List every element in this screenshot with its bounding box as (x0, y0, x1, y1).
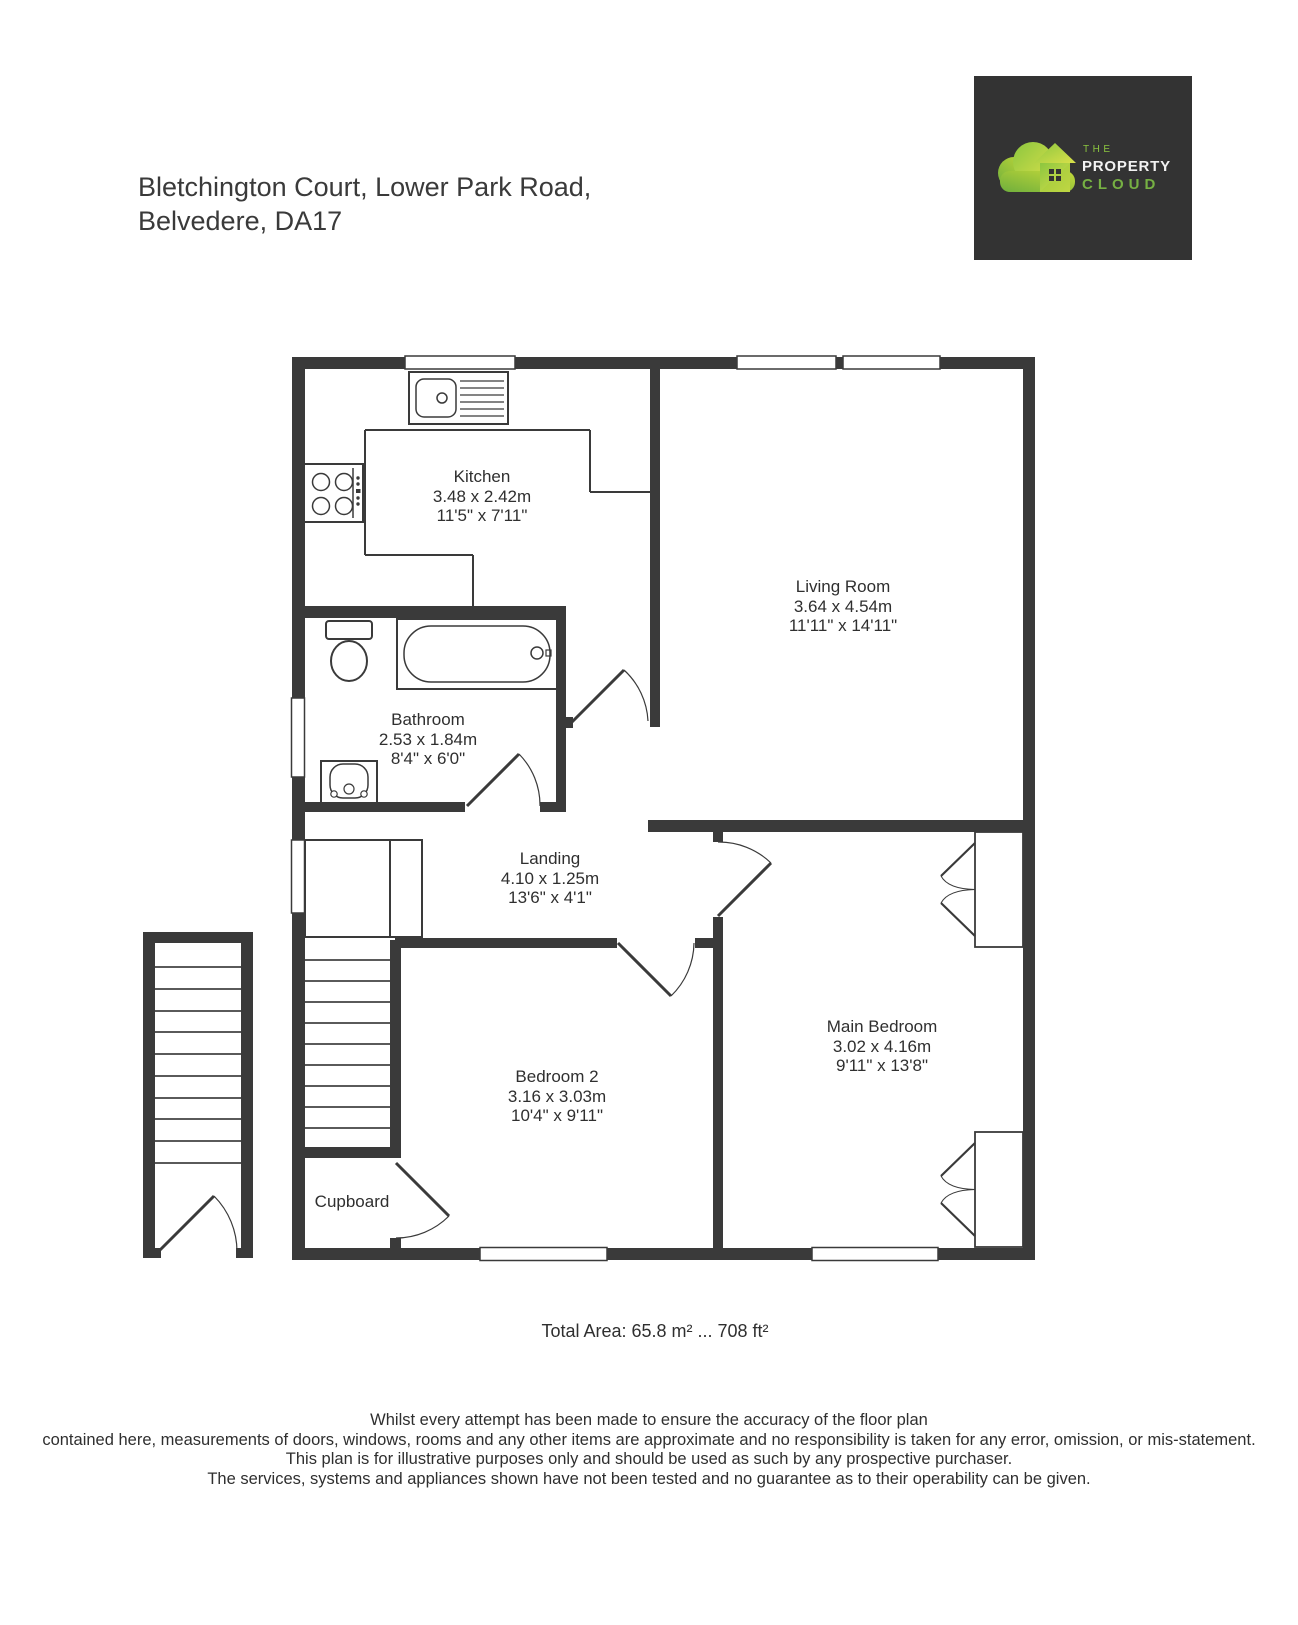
label-kitchen (433, 467, 531, 526)
room-imperial: 11'11" x 14'11" (788, 616, 898, 635)
wardrobe-1 (941, 832, 1023, 947)
room-metric: 2.53 x 1.84m (378, 729, 478, 749)
room-metric: 4.10 x 1.25m (500, 868, 600, 888)
label-cupboard (315, 1192, 390, 1212)
wall-bathroom-top (305, 606, 566, 618)
disclaimer-line: Whilst every attempt has been made to ensure the accuracy of the floor plan (370, 1411, 928, 1429)
entrance-door (158, 1196, 237, 1252)
stairs-external (143, 932, 253, 1258)
stair-treads (305, 960, 390, 1128)
window-bathroom (292, 698, 305, 777)
wall-bedroom2-mainbedroom (713, 917, 723, 1248)
room-imperial: 11'5" x 7'11" (436, 506, 528, 525)
room-imperial: 10'4" x 9'11" (511, 1106, 603, 1125)
wall-stub-mainbedroom (713, 832, 723, 842)
stairs-internal (305, 840, 422, 1128)
wall-bedroom2-top (395, 938, 617, 948)
window-mainbedroom (812, 1248, 938, 1261)
label-main-bedroom (827, 1017, 938, 1076)
logo-word-the: THE (1083, 144, 1114, 155)
disclaimer-line: This plan is for illustrative purposes only and should be used as such by any prospective purchaser. (285, 1450, 1013, 1468)
wall-living-mainbedroom (648, 820, 1025, 832)
window-living-1 (737, 356, 836, 369)
basin (321, 761, 377, 803)
wall-door-jamb (564, 717, 573, 728)
label-bedroom2 (508, 1067, 606, 1126)
disclaimer-line: contained here, measurements of doors, windows, rooms and any other items are approximate and no responsibility is taken for any error, omission, or mis-statement. (42, 1430, 1256, 1449)
wardrobe-2 (941, 1132, 1023, 1247)
window-bedroom2 (480, 1248, 607, 1261)
room-name: Living Room (795, 577, 891, 596)
room-name: Main Bedroom (826, 1017, 938, 1036)
wall-cupboard-stub (390, 1238, 401, 1250)
address-line-1: Bletchington Court, Lower Park Road, (138, 172, 592, 202)
room-name: Bedroom 2 (515, 1067, 599, 1086)
main-bedroom-door (718, 842, 771, 916)
logo-word-cloud: CLOUD (1082, 176, 1161, 193)
wall-kitchen-living (650, 369, 660, 727)
room-metric: 3.48 x 2.42m (432, 486, 532, 506)
wardrobes (941, 832, 1023, 1247)
hob (304, 464, 363, 522)
wall-right (1023, 357, 1035, 1260)
room-imperial: 8'4" x 6'0" (390, 749, 466, 768)
living-room-door (572, 670, 648, 722)
wall-stairwell-bottom (305, 1147, 390, 1158)
disclaimer-line: The services, systems and appliances shown have not been tested and no guarantee as to their operability can be given. (207, 1469, 1091, 1488)
label-landing (501, 849, 599, 908)
interior-walls (303, 369, 1025, 1250)
bedroom2-door (618, 943, 694, 996)
toilet (326, 621, 372, 681)
bathroom-door (467, 754, 540, 806)
wall-bathroom-bottom-2 (540, 802, 566, 812)
kitchen-sink-unit (409, 372, 508, 424)
label-living-room (789, 577, 897, 636)
cupboard-door (396, 1163, 449, 1238)
room-imperial: 9'11" x 13'8" (836, 1056, 928, 1075)
disclaimer (0, 1411, 1298, 1489)
wall-bedroom2-top-stub (695, 938, 723, 948)
room-imperial: 13'6" x 4'1" (508, 888, 592, 907)
address-line-2: Belvedere, DA17 (138, 206, 343, 236)
room-metric: 3.02 x 4.16m (832, 1036, 932, 1056)
bathtub (397, 619, 557, 689)
room-name: Bathroom (391, 710, 465, 729)
window-kitchen (405, 356, 515, 369)
total-area: Total Area: 65.8 m² ... 708 ft² (541, 1321, 769, 1341)
logo-word-property: PROPERTY (1082, 158, 1171, 175)
window-living-2 (843, 356, 940, 369)
label-bathroom (379, 710, 477, 769)
room-metric: 3.64 x 4.54m (793, 596, 893, 616)
room-name: Landing (519, 849, 581, 868)
stair-treads-external (155, 967, 241, 1163)
room-name: Kitchen (453, 467, 511, 486)
window-stairs (292, 840, 305, 913)
room-name: Cupboard (314, 1192, 390, 1211)
wall-stairwell-right (390, 940, 401, 1158)
room-metric: 3.16 x 3.03m (507, 1086, 607, 1106)
